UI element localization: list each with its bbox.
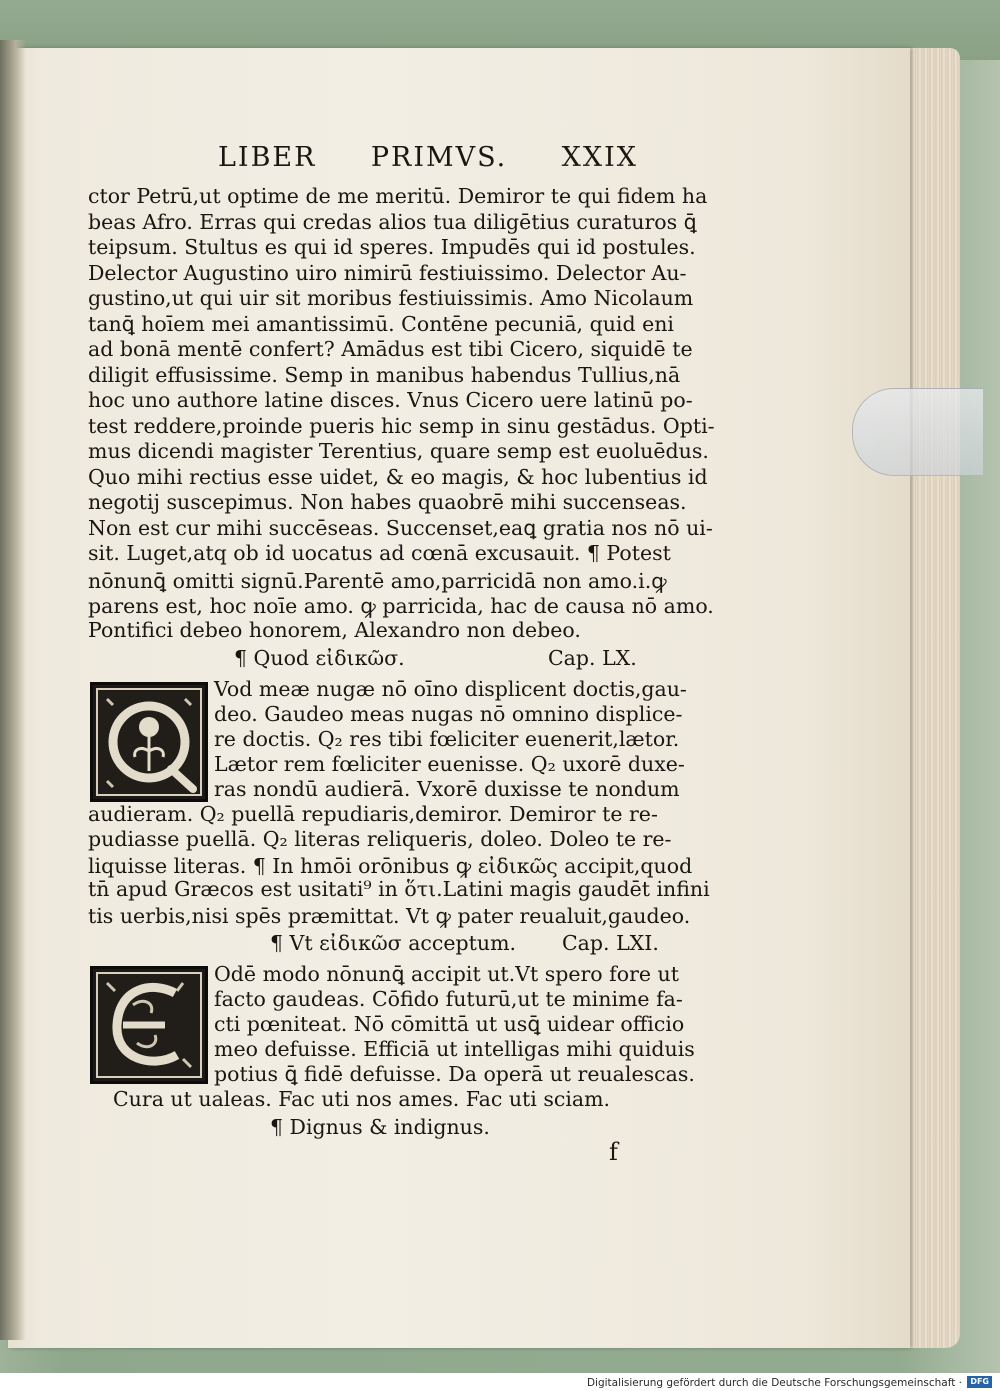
chapter-number: Cap. LXI. xyxy=(562,931,659,955)
header-folio: XXIX xyxy=(561,142,638,173)
chapter-number: Cap. LX. xyxy=(548,646,637,670)
text-line: liquisse literas. ¶ In hmōi orōnibus ꝙ εἰδικῶς accipit,quod xyxy=(88,854,693,878)
text-line: Delector Augustino uiro nimirū festiuissimo. Delector Au- xyxy=(88,261,687,285)
text-line: test reddere,proinde pueris hic semp in sinu gestādus. Opti- xyxy=(88,414,715,438)
text-line: teipsum. Stultus es qui id speres. Impudēs qui id postules. xyxy=(88,235,696,259)
woodcut-initial-e xyxy=(90,966,208,1084)
text-line: meo defuisse. Efficiā ut intelligas mihi quiduis xyxy=(214,1037,695,1061)
text-line: tis uerbis,nisi spēs præmittat. Vt ꝙ pater reualuit,gaudeo. xyxy=(88,904,691,928)
text-line: facto gaudeas. Cōfido futurū,ut te minime fa- xyxy=(214,987,683,1011)
text-line: diligit effusissime. Semp in manibus habendus Tullius,nā xyxy=(88,363,681,387)
text-line: Non est cur mihi succēseas. Succenset,eaꝗ gratia nos nō ui- xyxy=(88,516,713,540)
header-left: LIBER xyxy=(218,142,317,173)
text-line: Odē modo nōnunꝗ̄ accipit ut.Vt spero fore ut xyxy=(214,962,679,986)
text-line: hoc uno authore latine disces. Vnus Cicero uere latinū po- xyxy=(88,388,693,412)
section-heading: ¶ Quod εἰδικῶσ. xyxy=(234,646,405,670)
text-line: Quo mihi rectius esse uidet, & eo magis, & hoc lubentius id xyxy=(88,465,708,489)
text-line: mus dicendi magister Terentius, quare semp est euoluēdus. xyxy=(88,439,709,463)
text-line: beas Afro. Erras qui credas alios tua diligētius curaturos ꝗ̄ xyxy=(88,210,697,234)
text-line: tanꝗ̄ hoīem mei amantissimū. Contēne pecuniā, quid eni xyxy=(88,312,674,336)
text-line: pudiasse puellā. Q₂ literas reliqueris, doleo. Doleo te re- xyxy=(88,827,672,851)
section-heading: ¶ Vt εἰδικῶσ acceptum. xyxy=(270,931,517,955)
text-line: Vod meæ nugæ nō oīno displicent doctis,gau- xyxy=(214,677,687,701)
signature-mark: f xyxy=(609,1138,618,1166)
text-line: ras nondū audierā. Vxorē duxisse te nondum xyxy=(214,777,680,801)
text-line: tn̄ apud Græcos est usitati⁹ in ὅτι.Latini magis gaudēt infini xyxy=(88,877,710,901)
footer-credit: Digitalisierung gefördert durch die Deutsche Forschungsgemeinschaft · xyxy=(586,1377,962,1389)
text-line: parens est, hoc noīe amo. ꝙ parricida, hac de causa nō amo. xyxy=(88,594,714,618)
text-line: nōnunꝗ̄ omitti signū.Parentē amo,parricidā non amo.i.ꝙ xyxy=(88,569,667,593)
plastic-page-clip xyxy=(852,388,983,476)
header-center: PRIMVS. xyxy=(370,142,508,173)
text-line: negotij suscepimus. Non habes quaobrē mihi succenseas. xyxy=(88,490,687,514)
text-line: deo. Gaudeo meas nugas nō omnino displice- xyxy=(214,702,683,726)
running-header xyxy=(218,142,638,173)
page-gutter-shadow xyxy=(0,40,26,1340)
text-line: sit. Luget,atq ob id uocatus ad cœnā excusauit. ¶ Potest xyxy=(88,541,671,565)
woodcut-initial-q xyxy=(90,682,208,802)
text-line: ad bonā mentē confert? Amādus est tibi Cicero, siquidē te xyxy=(88,337,693,361)
text-line: re doctis. Q₂ res tibi fœliciter euenerit,lætor. xyxy=(214,727,680,751)
text-line: gustino,ut qui uir sit moribus festiuissimis. Amo Nicolaum xyxy=(88,286,694,310)
text-line: audieram. Q₂ puellā repudiaris,demiror. Demiror te re- xyxy=(88,802,658,826)
text-line: Lætor rem fœliciter euenisse. Q₂ uxorē duxe- xyxy=(214,752,685,776)
text-line: Pontifici debeo honorem, Alexandro non debeo. xyxy=(88,618,581,642)
text-line: potius ꝗ̄ fidē defuisse. Da operā ut reualescas. xyxy=(214,1062,695,1086)
section-heading: ¶ Dignus & indignus. xyxy=(270,1115,490,1139)
dfg-logo: DFG xyxy=(967,1376,992,1388)
text-line: ctor Petrū,ut optime de me meritū. Demiror te qui fidem ha xyxy=(88,184,708,208)
text-line: Cura ut ualeas. Fac uti nos ames. Fac uti sciam. xyxy=(113,1087,611,1111)
text-line: cti pœniteat. Nō cōmittā ut usꝗ̄ uidear officio xyxy=(214,1012,685,1036)
